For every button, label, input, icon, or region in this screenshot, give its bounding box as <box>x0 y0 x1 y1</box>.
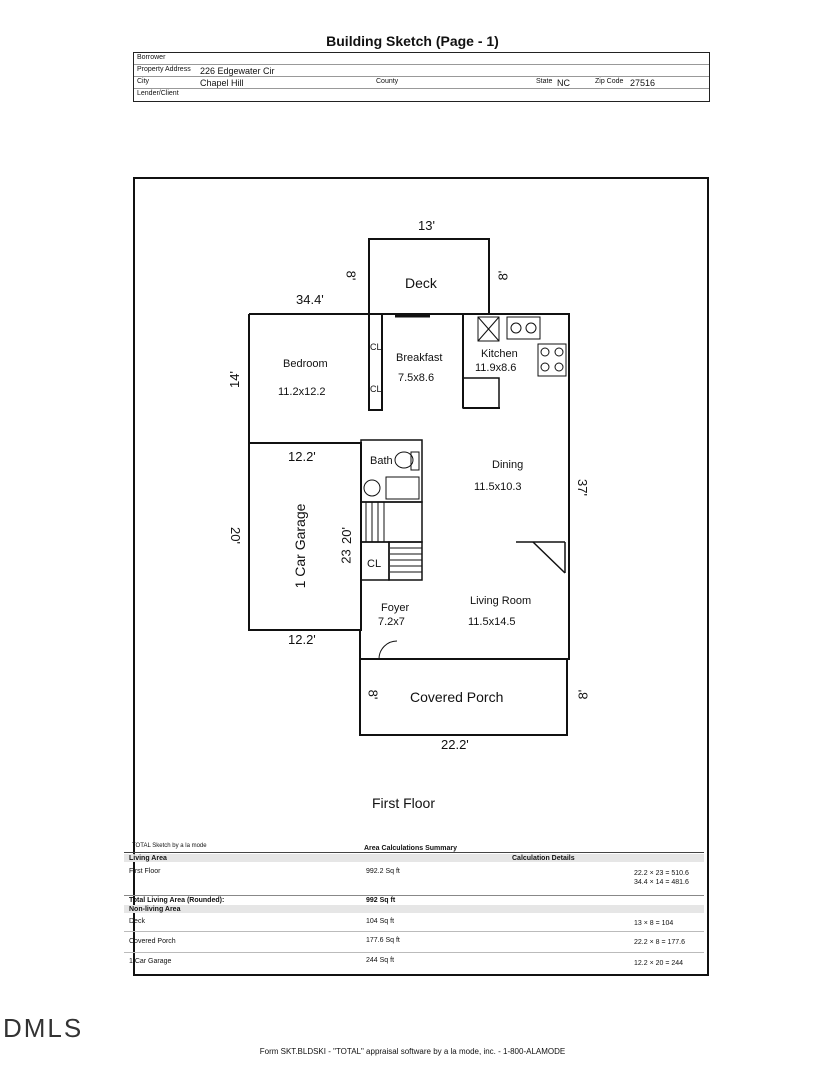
calc-details-heading: Calculation Details <box>512 855 575 862</box>
city-value: Chapel Hill <box>200 78 244 88</box>
porch-label: Covered Porch <box>410 689 504 705</box>
address-value: 226 Edgewater Cir <box>200 66 275 76</box>
depth-dim: 37' <box>574 479 590 496</box>
garage-left-dim: 20' <box>227 527 243 544</box>
page-title: Building Sketch (Page - 1) <box>326 33 499 49</box>
breakfast-label: Breakfast <box>396 352 443 364</box>
garage-sqft: 244 Sq ft <box>366 957 395 964</box>
state-value: NC <box>557 78 570 88</box>
closet-label: CL <box>370 384 382 394</box>
dining-size: 11.5x10.3 <box>474 481 522 493</box>
non-living-heading: Non-living Area <box>129 906 181 913</box>
calc-row: 22.2 × 23 = 510.6 <box>634 870 689 877</box>
deck-row-label: Deck <box>129 918 145 925</box>
kitchen-size: 11.9x8.6 <box>475 362 517 374</box>
porch-sqft: 177.6 Sq ft <box>366 937 400 944</box>
bedroom-label: Bedroom <box>283 358 328 370</box>
closet-label: CL <box>370 342 382 352</box>
breakfast-size: 7.5x8.6 <box>398 372 435 384</box>
garage-top-dim: 12.2' <box>288 449 316 464</box>
deck-sqft: 104 Sq ft <box>366 918 395 925</box>
address-label: Property Address <box>137 66 191 73</box>
width-dim: 34.4' <box>296 292 324 307</box>
deck-left-dim: 8' <box>343 270 359 281</box>
porch-row-label: Covered Porch <box>129 938 176 945</box>
foyer-size: 7.2x7 <box>378 616 405 628</box>
deck-top-dim: 13' <box>418 218 435 233</box>
zip-label: Zip Code <box>595 78 624 85</box>
porch-bottom-dim: 22.2' <box>441 737 469 752</box>
living-label: Living Room <box>470 595 532 607</box>
dining-label: Dining <box>492 459 524 471</box>
total-living-sqft: 992 Sq ft <box>366 897 396 904</box>
porch-right-dim: 8' <box>575 689 591 700</box>
closet-strip <box>369 314 382 410</box>
total-living-label: Total Living Area (Rounded): <box>129 897 225 904</box>
bath-label: Bath <box>370 455 393 467</box>
foyer-label: Foyer <box>381 602 410 614</box>
dmls-logo: DMLS <box>3 1013 84 1043</box>
calc-row: 13 × 8 = 104 <box>634 920 674 927</box>
form-footer: Form SKT.BLDSKI - "TOTAL" appraisal software by a la mode, inc. - 1-800-ALAMODE <box>259 1047 566 1056</box>
city-label: City <box>137 78 150 85</box>
porch-left-dim: 8' <box>365 689 381 700</box>
bedroom-side-dim: 14' <box>226 371 242 388</box>
floor-label: First Floor <box>372 795 435 811</box>
deck-label: Deck <box>405 275 437 291</box>
area-summary-table <box>124 842 704 970</box>
garage-label: 1 Car Garage <box>292 503 308 589</box>
software-label: TOTAL Sketch by a la mode <box>132 843 207 849</box>
calc-row: 34.4 × 14 = 481.6 <box>634 879 689 886</box>
calc-row: 12.2 × 20 = 244 <box>634 960 684 967</box>
closet-label: CL <box>367 558 382 570</box>
lender-label: Lender/Client <box>137 90 179 97</box>
deck-right-dim: 8' <box>495 270 511 281</box>
state-label: State <box>536 78 553 85</box>
bedroom-size: 11.2x12.2 <box>278 386 326 398</box>
garage-right-dim: 20' <box>338 527 354 544</box>
zip-value: 27516 <box>630 78 656 88</box>
county-label: County <box>376 78 399 85</box>
garage-23-dim: 23 <box>338 549 354 564</box>
calc-row: 22.2 × 8 = 177.6 <box>634 939 685 946</box>
garage-row-label: 1 Car Garage <box>129 958 172 965</box>
borrower-label: Borrower <box>137 54 166 61</box>
garage-bottom-dim: 12.2' <box>288 632 316 647</box>
living-area-heading: Living Area <box>129 855 167 862</box>
first-floor-label: First Floor <box>129 868 161 875</box>
kitchen-label: Kitchen <box>481 348 518 360</box>
table-heading: Area Calculations Summary <box>364 845 457 852</box>
first-floor-sqft: 992.2 Sq ft <box>366 868 400 875</box>
living-size: 11.5x14.5 <box>468 616 516 628</box>
